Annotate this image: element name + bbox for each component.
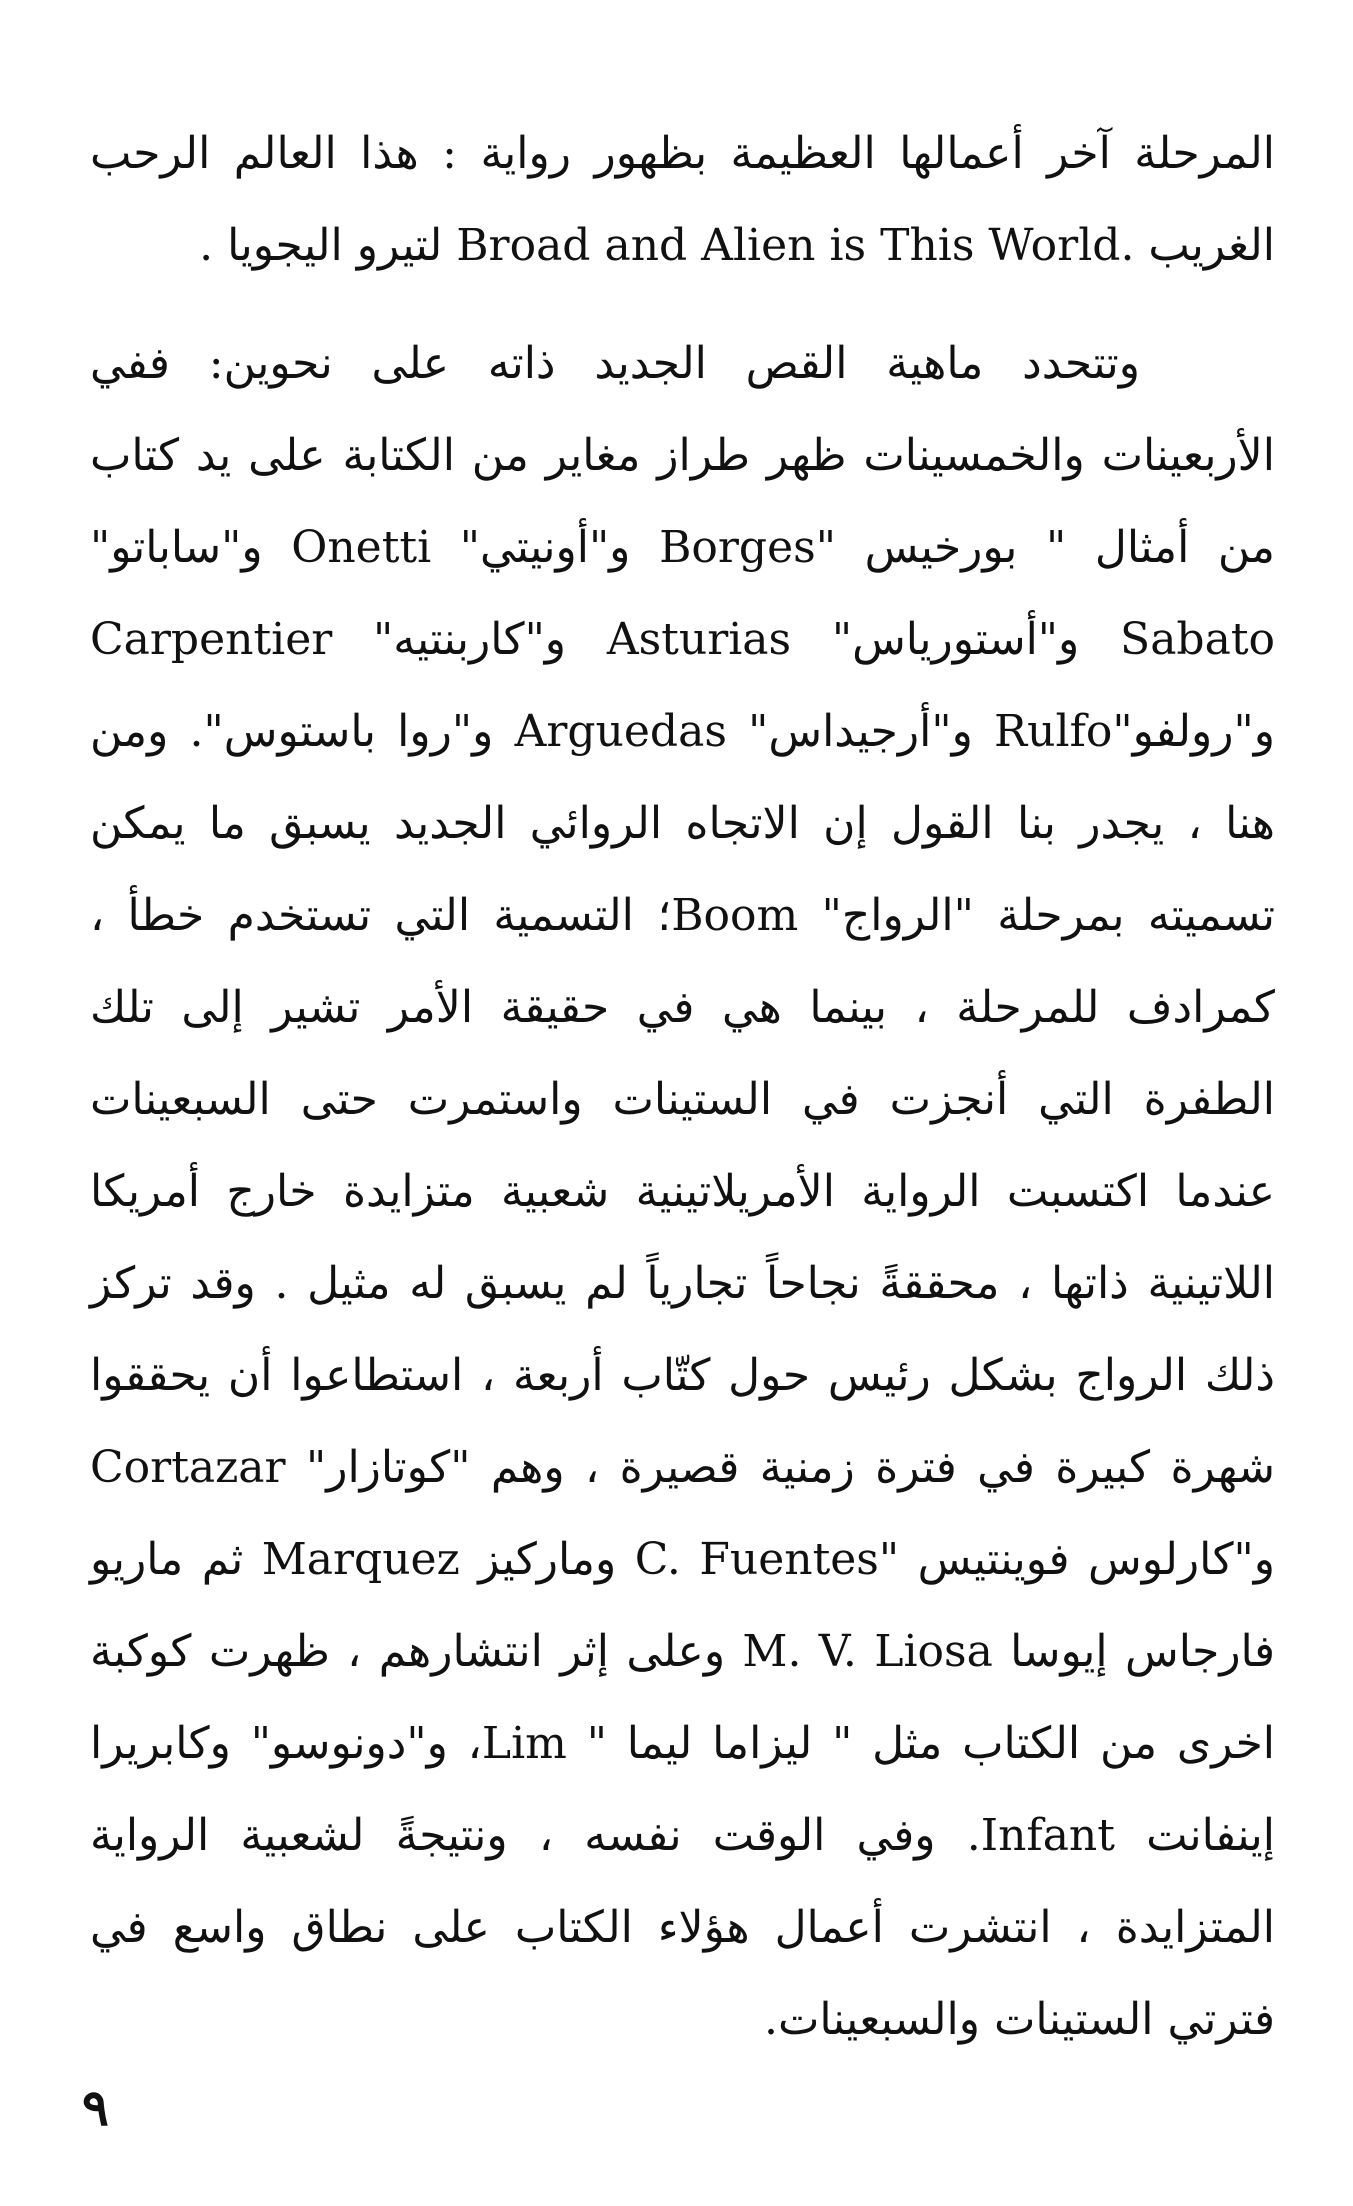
paragraph-text: وتتحدد ماهية القص الجديد ذاته على نحوين: ففي الأربعينات والخمسينات ظهر طراز مغاير من الكتابة على يد كتاب من أمثال " بورخيس "Borges و"أونيتي" Onetti و"ساباتو" Sabato و"أستورياس" Asturias و"كاربنتيه" Carpentier و"رولفو"Rulfo و"أرجيداس" Arguedas و"روا باستوس". ومن هنا ، يجدر بنا القول إن الاتجاه الروائي الجديد يسبق ما يمكن تسميته بمرحلة "الرواج" Boom؛ التسمية التي تستخدم خطأ ، كمرادف للمرحلة ، بينما هي في حقيقة الأمر تشير إلى تلك الطفرة التي أنجزت في الستينات واستمرت حتى السبعينات عندما اكتسبت الرواية الأمريلاتينية شعبية متزايدة خارج أمريكا اللاتينية ذاتها ، محققةً نجاحاً تجارياً لم يسبق له مثيل . وقد تركز ذلك الرواج بشكل رئيس حول كتّاب أربعة ، استطاعوا أن يحققوا شهرة كبيرة في فترة زمنية قصيرة ، وهم "كوتازار" Cortazar و"كارلوس فوينتيس "C. Fuentes وماركيز Marquez ثم ماريو فارجاس إيوسا M. V. Liosa وعلى إثر انتشارهم ، ظهرت كوكبة اخرى من الكتاب مثل " ليزاما ليما " Lim، و"دونوسو" وكابريرا إينفانت Infant. وفي الوقت نفسه ، ونتيجةً لشعبية الرواية المتزايدة ، انتشرت أعمال هؤلاء الكتاب على نطاق واسع في فترتي الستينات والسبعينات. xyxy=(90,338,1276,2045)
page-number: ٩ xyxy=(82,2078,109,2137)
paragraph-text: المرحلة آخر أعمالها العظيمة بظهور رواية : هذا العالم الرحب الغريب .Broad and Alien is This World لتيرو اليجويا . xyxy=(90,128,1275,271)
paragraph-continuation xyxy=(90,108,1275,292)
paragraph-main xyxy=(90,318,1275,2066)
